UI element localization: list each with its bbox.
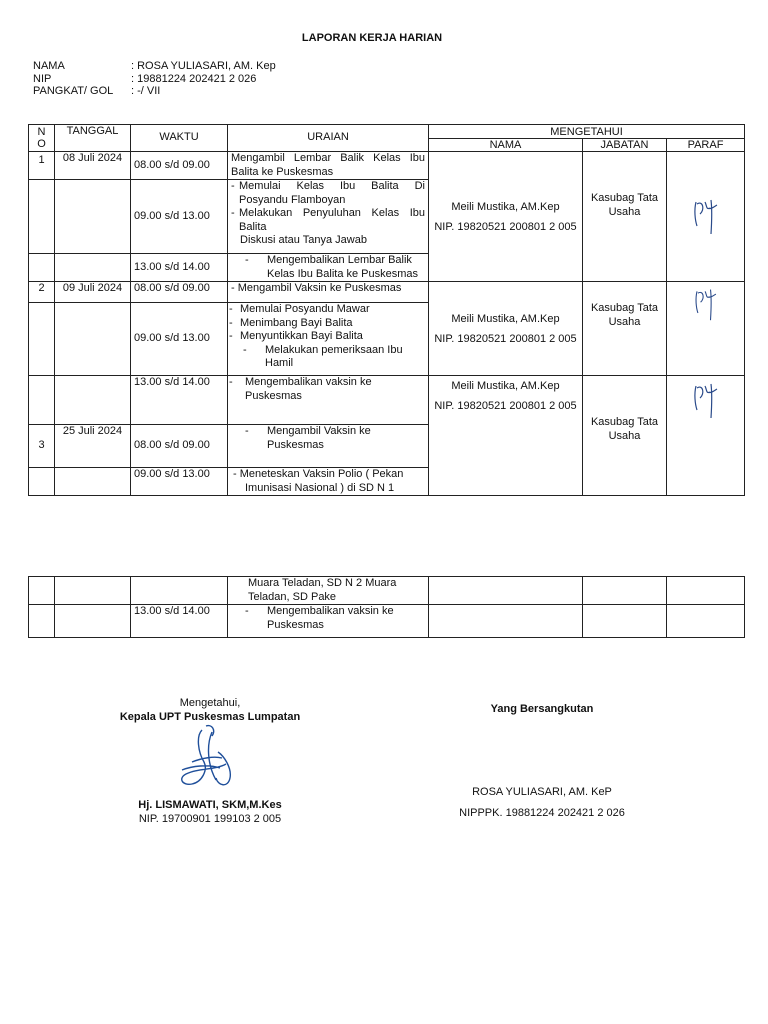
row-no — [29, 303, 55, 376]
list-item: - Menyuntikkan Bayi Balita — [229, 330, 363, 342]
paraf-cell — [667, 376, 745, 496]
list-item-text: Mengambil Vaksin ke Puskesmas — [267, 425, 371, 451]
approver-jabatan: Kasubag Tata Usaha — [583, 282, 667, 376]
row-date — [55, 303, 131, 376]
paraf-cell — [667, 577, 745, 605]
header-paraf: PARAF — [667, 139, 745, 152]
header-uraian: URAIAN — [228, 125, 429, 152]
left-signer — [90, 798, 330, 826]
approver-name: Meili Mustika, AM.Kep — [451, 380, 560, 392]
list-item-text: - Meneteskan Vaksin Polio ( Pekan Imunisasi Nasional ) di SD N 1 — [233, 468, 404, 494]
approver-name-cell — [429, 282, 583, 376]
header-mengetahui: MENGETAHUI — [429, 125, 745, 139]
row-date — [55, 254, 131, 282]
row-no — [29, 180, 55, 254]
list-item: - Melakukan pemeriksaan Ibu Hamil — [229, 344, 425, 371]
row-time: 08.00 s/d 09.00 — [131, 425, 228, 468]
paraf-signature-icon — [691, 196, 721, 236]
row-time: 13.00 s/d 14.00 — [131, 605, 228, 638]
row-activity: Muara Teladan, SD N 2 Muara Teladan, SD Pake — [228, 577, 429, 605]
approver-name-cell — [429, 605, 583, 638]
row-date — [55, 577, 131, 605]
row-no — [29, 468, 55, 496]
info-label: PANGKAT/ GOL — [33, 85, 114, 97]
employee-nip: NIPPPK. 19881224 202421 2 026 — [459, 807, 625, 819]
row-date: 25 Juli 2024 — [55, 425, 131, 468]
header-no — [29, 125, 55, 152]
header-waktu: WAKTU — [131, 125, 228, 152]
row-no — [29, 605, 55, 638]
list-item-text: Memulai Kelas Ibu Balita Di Posyandu Flamboyan — [239, 180, 425, 206]
employee-name: ROSA YULIASARI, AM. KeP — [472, 786, 612, 798]
row-no: 1 — [29, 152, 55, 180]
list-item: - Memulai Kelas Ibu Balita Di Posyandu Flamboyan — [231, 180, 425, 206]
list-item-text: Memulai Posyandu Mawar — [240, 303, 370, 315]
head-signature-icon — [172, 722, 242, 796]
row-time: 08.00 s/d 09.00 — [131, 282, 228, 303]
approver-jabatan — [583, 577, 667, 605]
list-item-text: Diskusi atau Tanya Jawab — [240, 234, 367, 246]
work-report-table — [28, 124, 745, 496]
table-row — [29, 152, 745, 180]
head-name: Hj. LISMAWATI, SKM,M.Kes — [138, 799, 282, 811]
approver-nip: NIP. 19820521 200801 2 005 — [434, 400, 577, 412]
row-no — [29, 254, 55, 282]
header-tanggal: TANGGAL — [55, 125, 131, 152]
continuation-table — [28, 576, 745, 638]
list-item: - Mengembalikan Lembar Balik Kelas Ibu Balita ke Puskesmas — [231, 254, 425, 281]
info-value: : 19881224 202421 2 026 — [131, 72, 257, 85]
row-activity — [228, 468, 429, 496]
approver-name-cell — [429, 376, 583, 496]
table-row — [29, 376, 745, 425]
header-nama: NAMA — [429, 139, 583, 152]
list-item: - Mengembalikan vaksin ke Puskesmas — [229, 376, 425, 403]
row-time: 13.00 s/d 14.00 — [131, 254, 228, 282]
list-item-text: Mengembalikan vaksin ke Puskesmas — [267, 605, 394, 631]
row-time: 13.00 s/d 14.00 — [131, 376, 228, 425]
row-activity: - Mengambil Vaksin ke Puskesmas — [228, 282, 429, 303]
list-item-text: Mengembalikan Lembar Balik Kelas Ibu Balita ke Puskesmas — [267, 254, 419, 280]
paraf-signature-icon — [691, 380, 721, 420]
row-time: 09.00 s/d 13.00 — [131, 180, 228, 254]
employee-role: Yang Bersangkutan — [490, 703, 594, 715]
info-value: : -/ VII — [131, 85, 161, 97]
approver-name: Meili Mustika, AM.Kep — [451, 312, 560, 325]
row-time: 09.00 s/d 13.00 — [131, 468, 228, 496]
table-row — [29, 577, 745, 605]
row-no — [29, 376, 55, 425]
head-nip: NIP. 19700901 199103 2 005 — [138, 813, 282, 825]
row-activity — [228, 376, 429, 425]
row-time: 08.00 s/d 09.00 — [131, 152, 228, 180]
row-no — [29, 577, 55, 605]
approver-nip: NIP. 19820521 200801 2 005 — [434, 220, 577, 233]
list-item: - Melakukan Penyuluhan Kelas Ibu Balita — [231, 207, 425, 233]
row-activity: Mengambil Lembar Balik Kelas Ibu Balita ke Puskesmas — [228, 152, 429, 180]
list-item: - Memulai Posyandu Mawar — [229, 303, 370, 315]
row-time: 09.00 s/d 13.00 — [131, 303, 228, 376]
row-date — [55, 376, 131, 425]
left-signature-block — [90, 696, 330, 724]
row-activity — [228, 254, 429, 282]
list-item-text: Menyuntikkan Bayi Balita — [240, 330, 363, 342]
list-item-text: Menimbang Bayi Balita — [240, 316, 353, 329]
row-time — [131, 577, 228, 605]
paraf-signature-icon — [691, 286, 721, 322]
info-label: NIP — [33, 72, 52, 85]
paraf-cell — [667, 152, 745, 282]
approver-jabatan: Kasubag Tata Usaha — [583, 376, 667, 496]
paraf-cell — [667, 282, 745, 376]
row-activity — [228, 180, 429, 254]
approver-nip: NIP. 19820521 200801 2 005 — [434, 332, 577, 345]
row-date — [55, 605, 131, 638]
row-activity — [228, 605, 429, 638]
employee-info — [33, 60, 276, 98]
approver-jabatan — [583, 605, 667, 638]
row-activity — [228, 303, 429, 376]
list-item-text: Melakukan pemeriksaan Ibu Hamil — [265, 343, 403, 369]
info-value: : ROSA YULIASARI, AM. Kep — [131, 60, 276, 72]
row-activity — [228, 425, 429, 468]
row-date: 08 Juli 2024 — [55, 152, 131, 180]
row-date — [55, 180, 131, 254]
row-date — [55, 468, 131, 496]
approver-name: Meili Mustika, AM.Kep — [451, 200, 560, 213]
head-role: Kepala UPT Puskesmas Lumpatan — [119, 711, 301, 723]
list-item: - Menimbang Bayi Balita — [229, 316, 353, 329]
approver-name-cell — [429, 152, 583, 282]
header-no-text: N O — [37, 126, 46, 150]
row-date: 09 Juli 2024 — [55, 282, 131, 303]
list-item-text: Mengembalikan vaksin ke Puskesmas — [245, 376, 372, 402]
list-item-text: Melakukan Penyuluhan Kelas Ibu Balita — [239, 207, 425, 233]
approver-name-cell — [429, 577, 583, 605]
row-no: 3 — [29, 425, 55, 468]
header-jabatan: JABATAN — [583, 139, 667, 152]
list-item: - Mengembalikan vaksin ke Puskesmas — [231, 605, 425, 632]
table-row — [29, 282, 745, 303]
info-label: NAMA — [33, 60, 65, 72]
acknowledged-label: Mengetahui, — [179, 697, 241, 709]
document-title: LAPORAN KERJA HARIAN — [301, 32, 443, 44]
list-item: - Mengambil Vaksin ke Puskesmas — [231, 425, 425, 452]
row-no: 2 — [29, 282, 55, 303]
paraf-cell — [667, 605, 745, 638]
approver-jabatan: Kasubag Tata Usaha — [583, 152, 667, 282]
table-row — [29, 605, 745, 638]
